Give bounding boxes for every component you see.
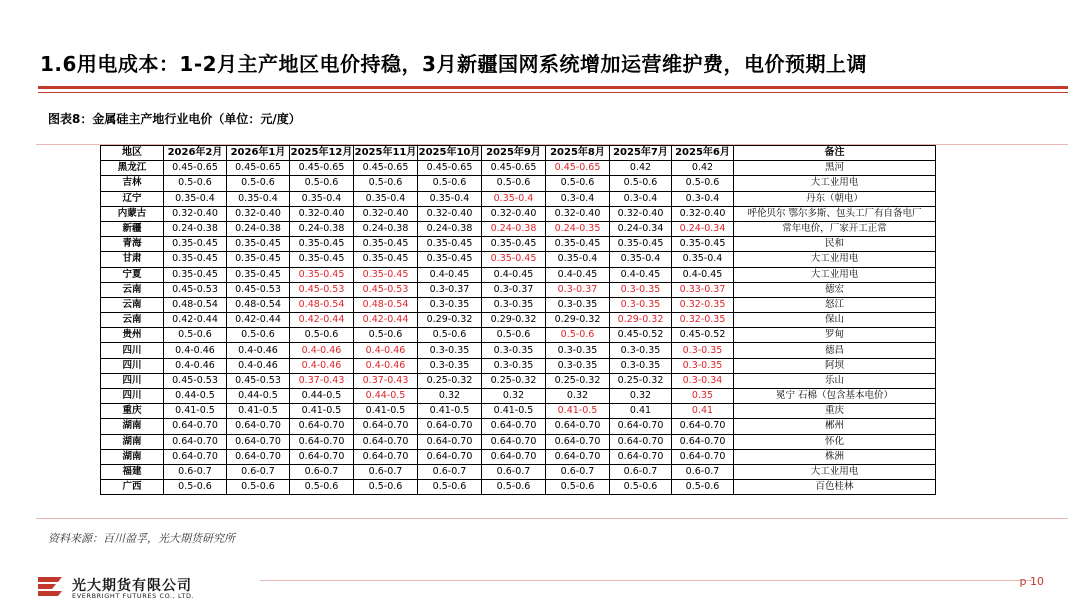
price-cell: 0.3-0.35 <box>546 343 610 358</box>
price-cell: 0.3-0.37 <box>482 282 546 297</box>
table-row <box>101 404 936 419</box>
region-cell: 宁夏 <box>101 267 164 282</box>
price-cell: 0.64-0.70 <box>290 434 354 449</box>
price-cell: 0.64-0.70 <box>546 419 610 434</box>
region-cell: 贵州 <box>101 328 164 343</box>
price-cell: 0.35-0.45 <box>482 252 546 267</box>
price-cell: 0.5-0.6 <box>290 480 354 495</box>
price-cell: 0.32-0.40 <box>482 206 546 221</box>
price-cell: 0.41 <box>672 404 734 419</box>
note-cell: 怒江 <box>734 297 936 312</box>
price-cell: 0.24-0.38 <box>290 221 354 236</box>
region-cell: 吉林 <box>101 176 164 191</box>
price-cell: 0.3-0.35 <box>610 343 672 358</box>
price-cell: 0.35-0.45 <box>290 237 354 252</box>
price-cell: 0.35-0.45 <box>482 237 546 252</box>
price-cell: 0.64-0.70 <box>164 434 227 449</box>
price-cell: 0.5-0.6 <box>290 328 354 343</box>
note-cell: 呼伦贝尔 鄂尔多斯、包头工厂有自备电厂 <box>734 206 936 221</box>
column-header: 2025年10月 <box>418 146 482 161</box>
price-cell: 0.42-0.44 <box>164 313 227 328</box>
price-cell: 0.24-0.38 <box>418 221 482 236</box>
price-cell: 0.29-0.32 <box>546 313 610 328</box>
price-cell: 0.45-0.53 <box>164 373 227 388</box>
price-cell: 0.32-0.35 <box>672 313 734 328</box>
column-header: 2025年7月 <box>610 146 672 161</box>
price-cell: 0.41-0.5 <box>482 404 546 419</box>
price-cell: 0.41-0.5 <box>418 404 482 419</box>
column-header: 2025年11月 <box>354 146 418 161</box>
price-cell: 0.35-0.45 <box>164 237 227 252</box>
price-cell: 0.3-0.35 <box>546 297 610 312</box>
price-cell: 0.35-0.45 <box>227 267 290 282</box>
table-row <box>101 161 936 176</box>
note-cell: 乐山 <box>734 373 936 388</box>
price-cell: 0.4-0.46 <box>290 343 354 358</box>
price-cell: 0.4-0.46 <box>164 343 227 358</box>
price-cell: 0.5-0.6 <box>290 176 354 191</box>
column-header: 地区 <box>101 146 164 161</box>
price-cell: 0.32 <box>418 389 482 404</box>
region-cell: 黑龙江 <box>101 161 164 176</box>
price-cell: 0.3-0.35 <box>482 358 546 373</box>
price-cell: 0.3-0.35 <box>546 358 610 373</box>
table-bottom-divider <box>36 518 1068 519</box>
table-row <box>101 373 936 388</box>
price-cell: 0.48-0.54 <box>354 297 418 312</box>
price-cell: 0.35-0.45 <box>546 237 610 252</box>
price-cell: 0.35-0.4 <box>482 191 546 206</box>
table-row <box>101 297 936 312</box>
price-cell: 0.64-0.70 <box>482 419 546 434</box>
price-cell: 0.3-0.4 <box>672 191 734 206</box>
price-cell: 0.45-0.65 <box>227 161 290 176</box>
price-cell: 0.6-0.7 <box>610 464 672 479</box>
price-cell: 0.3-0.4 <box>610 191 672 206</box>
price-cell: 0.45-0.65 <box>546 161 610 176</box>
price-cell: 0.29-0.32 <box>418 313 482 328</box>
price-cell: 0.45-0.65 <box>418 161 482 176</box>
price-cell: 0.24-0.34 <box>610 221 672 236</box>
note-cell: 黑河 <box>734 161 936 176</box>
table-row <box>101 480 936 495</box>
price-cell: 0.5-0.6 <box>354 480 418 495</box>
price-cell: 0.3-0.35 <box>610 282 672 297</box>
price-cell: 0.6-0.7 <box>164 464 227 479</box>
price-cell: 0.5-0.6 <box>354 328 418 343</box>
note-cell: 大工业用电 <box>734 464 936 479</box>
price-cell: 0.64-0.70 <box>672 419 734 434</box>
price-cell: 0.41 <box>610 404 672 419</box>
price-cell: 0.48-0.54 <box>164 297 227 312</box>
price-cell: 0.5-0.6 <box>672 480 734 495</box>
price-cell: 0.32 <box>610 389 672 404</box>
price-cell: 0.5-0.6 <box>482 176 546 191</box>
price-cell: 0.4-0.46 <box>354 343 418 358</box>
column-header: 2026年1月 <box>227 146 290 161</box>
price-cell: 0.4-0.46 <box>227 358 290 373</box>
price-cell: 0.37-0.43 <box>290 373 354 388</box>
note-cell: 阿坝 <box>734 358 936 373</box>
note-cell: 常年电价，厂家开工正常 <box>734 221 936 236</box>
price-cell: 0.5-0.6 <box>418 328 482 343</box>
price-cell: 0.64-0.70 <box>482 449 546 464</box>
price-cell: 0.3-0.35 <box>418 343 482 358</box>
price-cell: 0.29-0.32 <box>610 313 672 328</box>
note-cell: 怀化 <box>734 434 936 449</box>
price-cell: 0.35-0.45 <box>610 237 672 252</box>
table-row <box>101 221 936 236</box>
price-cell: 0.45-0.65 <box>290 161 354 176</box>
price-cell: 0.42-0.44 <box>227 313 290 328</box>
price-cell: 0.4-0.45 <box>546 267 610 282</box>
price-cell: 0.35 <box>672 389 734 404</box>
price-cell: 0.4-0.45 <box>482 267 546 282</box>
price-cell: 0.5-0.6 <box>227 176 290 191</box>
region-cell: 湖南 <box>101 434 164 449</box>
price-cell: 0.35-0.45 <box>164 267 227 282</box>
price-cell: 0.3-0.37 <box>418 282 482 297</box>
price-cell: 0.5-0.6 <box>672 176 734 191</box>
region-cell: 四川 <box>101 358 164 373</box>
price-cell: 0.35-0.45 <box>418 237 482 252</box>
price-cell: 0.64-0.70 <box>164 449 227 464</box>
price-cell: 0.41-0.5 <box>227 404 290 419</box>
region-cell: 重庆 <box>101 404 164 419</box>
price-cell: 0.64-0.70 <box>610 434 672 449</box>
price-cell: 0.3-0.35 <box>482 297 546 312</box>
price-cell: 0.64-0.70 <box>418 419 482 434</box>
price-cell: 0.5-0.6 <box>546 328 610 343</box>
price-cell: 0.45-0.52 <box>610 328 672 343</box>
price-cell: 0.64-0.70 <box>290 419 354 434</box>
region-cell: 辽宁 <box>101 191 164 206</box>
price-cell: 0.3-0.37 <box>546 282 610 297</box>
price-cell: 0.6-0.7 <box>354 464 418 479</box>
price-cell: 0.64-0.70 <box>546 449 610 464</box>
region-cell: 广西 <box>101 480 164 495</box>
title-divider <box>38 86 1068 89</box>
price-cell: 0.6-0.7 <box>290 464 354 479</box>
price-cell: 0.35-0.45 <box>354 237 418 252</box>
price-cell: 0.3-0.35 <box>482 343 546 358</box>
price-cell: 0.5-0.6 <box>482 480 546 495</box>
price-cell: 0.35-0.45 <box>164 252 227 267</box>
source-note: 资料来源：百川盈孚，光大期货研究所 <box>48 532 235 545</box>
price-cell: 0.35-0.4 <box>164 191 227 206</box>
region-cell: 云南 <box>101 313 164 328</box>
price-cell: 0.64-0.70 <box>227 419 290 434</box>
price-cell: 0.4-0.45 <box>610 267 672 282</box>
region-cell: 内蒙古 <box>101 206 164 221</box>
table-row <box>101 206 936 221</box>
price-cell: 0.41-0.5 <box>164 404 227 419</box>
price-cell: 0.64-0.70 <box>418 434 482 449</box>
price-cell: 0.64-0.70 <box>672 434 734 449</box>
price-cell: 0.45-0.65 <box>164 161 227 176</box>
price-cell: 0.5-0.6 <box>546 480 610 495</box>
region-cell: 福建 <box>101 464 164 479</box>
region-cell: 甘肃 <box>101 252 164 267</box>
region-cell: 四川 <box>101 343 164 358</box>
table-row <box>101 328 936 343</box>
price-cell: 0.64-0.70 <box>482 434 546 449</box>
price-cell: 0.3-0.35 <box>610 358 672 373</box>
table-caption: 图表8：金属硅主产地行业电价（单位：元/度） <box>48 112 301 126</box>
column-header: 2025年6月 <box>672 146 734 161</box>
region-cell: 四川 <box>101 389 164 404</box>
table-row <box>101 464 936 479</box>
price-cell: 0.35-0.45 <box>290 267 354 282</box>
price-cell: 0.45-0.65 <box>482 161 546 176</box>
table-row <box>101 343 936 358</box>
price-cell: 0.64-0.70 <box>227 449 290 464</box>
price-cell: 0.25-0.32 <box>482 373 546 388</box>
price-cell: 0.32-0.35 <box>672 297 734 312</box>
column-header: 2025年12月 <box>290 146 354 161</box>
price-cell: 0.35-0.45 <box>354 267 418 282</box>
price-cell: 0.41-0.5 <box>290 404 354 419</box>
price-cell: 0.41-0.5 <box>546 404 610 419</box>
price-cell: 0.24-0.34 <box>672 221 734 236</box>
price-cell: 0.45-0.52 <box>672 328 734 343</box>
price-cell: 0.35-0.45 <box>227 237 290 252</box>
note-cell: 德昌 <box>734 343 936 358</box>
price-cell: 0.6-0.7 <box>418 464 482 479</box>
price-cell: 0.48-0.54 <box>227 297 290 312</box>
table-row <box>101 313 936 328</box>
note-cell: 丹东（朝电） <box>734 191 936 206</box>
price-cell: 0.32-0.40 <box>418 206 482 221</box>
price-cell: 0.42-0.44 <box>290 313 354 328</box>
table-row <box>101 267 936 282</box>
price-cell: 0.6-0.7 <box>672 464 734 479</box>
slide-title: 1.6用电成本：1-2月主产地区电价持稳，3月新疆国网系统增加运营维护费，电价预期上调 <box>40 52 867 76</box>
table-row <box>101 237 936 252</box>
price-cell: 0.32 <box>546 389 610 404</box>
price-cell: 0.3-0.35 <box>672 343 734 358</box>
price-cell: 0.35-0.4 <box>610 252 672 267</box>
price-cell: 0.41-0.5 <box>354 404 418 419</box>
price-cell: 0.3-0.35 <box>418 297 482 312</box>
price-cell: 0.5-0.6 <box>354 176 418 191</box>
note-cell: 保山 <box>734 313 936 328</box>
price-cell: 0.29-0.32 <box>482 313 546 328</box>
footer-divider <box>260 580 1032 581</box>
note-cell: 大工业用电 <box>734 252 936 267</box>
column-header: 2025年8月 <box>546 146 610 161</box>
logo-english-name: EVERBRIGHT FUTURES CO., LTD. <box>72 592 195 600</box>
price-cell: 0.6-0.7 <box>227 464 290 479</box>
price-cell: 0.42 <box>672 161 734 176</box>
table-row <box>101 252 936 267</box>
table-row <box>101 282 936 297</box>
price-cell: 0.45-0.53 <box>354 282 418 297</box>
note-cell: 民和 <box>734 237 936 252</box>
table-row <box>101 358 936 373</box>
price-cell: 0.35-0.4 <box>672 252 734 267</box>
price-cell: 0.42-0.44 <box>354 313 418 328</box>
price-cell: 0.5-0.6 <box>610 176 672 191</box>
price-cell: 0.64-0.70 <box>354 434 418 449</box>
price-cell: 0.4-0.46 <box>164 358 227 373</box>
price-cell: 0.35-0.45 <box>672 237 734 252</box>
price-cell: 0.3-0.35 <box>418 358 482 373</box>
price-cell: 0.6-0.7 <box>482 464 546 479</box>
price-cell: 0.4-0.46 <box>354 358 418 373</box>
column-header: 2026年2月 <box>164 146 227 161</box>
price-cell: 0.42 <box>610 161 672 176</box>
price-cell: 0.4-0.46 <box>227 343 290 358</box>
region-cell: 四川 <box>101 373 164 388</box>
price-cell: 0.35-0.45 <box>354 252 418 267</box>
price-cell: 0.5-0.6 <box>164 176 227 191</box>
table-row <box>101 191 936 206</box>
note-cell: 罗甸 <box>734 328 936 343</box>
price-cell: 0.3-0.35 <box>610 297 672 312</box>
column-header: 2025年9月 <box>482 146 546 161</box>
price-cell: 0.6-0.7 <box>546 464 610 479</box>
region-cell: 青海 <box>101 237 164 252</box>
price-cell: 0.3-0.4 <box>546 191 610 206</box>
price-cell: 0.32-0.40 <box>672 206 734 221</box>
region-cell: 湖南 <box>101 449 164 464</box>
note-cell: 百色桂林 <box>734 480 936 495</box>
price-cell: 0.5-0.6 <box>418 480 482 495</box>
price-cell: 0.32-0.40 <box>610 206 672 221</box>
price-cell: 0.44-0.5 <box>164 389 227 404</box>
price-cell: 0.3-0.35 <box>672 358 734 373</box>
price-cell: 0.5-0.6 <box>482 328 546 343</box>
price-cell: 0.32-0.40 <box>290 206 354 221</box>
price-cell: 0.44-0.5 <box>354 389 418 404</box>
price-cell: 0.35-0.45 <box>290 252 354 267</box>
price-cell: 0.64-0.70 <box>354 449 418 464</box>
table-row <box>101 389 936 404</box>
note-cell: 大工业用电 <box>734 176 936 191</box>
table-header-row <box>101 146 936 161</box>
price-cell: 0.25-0.32 <box>418 373 482 388</box>
note-cell: 冕宁 石棉（包含基本电价） <box>734 389 936 404</box>
price-cell: 0.5-0.6 <box>610 480 672 495</box>
price-cell: 0.4-0.45 <box>418 267 482 282</box>
price-cell: 0.35-0.4 <box>546 252 610 267</box>
price-cell: 0.5-0.6 <box>164 480 227 495</box>
price-cell: 0.32-0.40 <box>227 206 290 221</box>
note-cell: 株洲 <box>734 449 936 464</box>
note-cell: 大工业用电 <box>734 267 936 282</box>
price-cell: 0.24-0.38 <box>164 221 227 236</box>
price-cell: 0.5-0.6 <box>227 328 290 343</box>
price-cell: 0.32-0.40 <box>354 206 418 221</box>
price-cell: 0.32 <box>482 389 546 404</box>
price-cell: 0.33-0.37 <box>672 282 734 297</box>
price-cell: 0.35-0.45 <box>418 252 482 267</box>
page-number: p 10 <box>1019 575 1044 588</box>
price-cell: 0.64-0.70 <box>164 419 227 434</box>
price-cell: 0.45-0.65 <box>354 161 418 176</box>
price-cell: 0.44-0.5 <box>227 389 290 404</box>
price-cell: 0.48-0.54 <box>290 297 354 312</box>
note-cell: 郴州 <box>734 419 936 434</box>
price-cell: 0.45-0.53 <box>227 373 290 388</box>
price-cell: 0.4-0.46 <box>290 358 354 373</box>
price-cell: 0.25-0.32 <box>610 373 672 388</box>
price-cell: 0.64-0.70 <box>418 449 482 464</box>
price-cell: 0.32-0.40 <box>546 206 610 221</box>
price-cell: 0.45-0.53 <box>290 282 354 297</box>
region-cell: 云南 <box>101 282 164 297</box>
electricity-price-table <box>100 145 936 495</box>
price-cell: 0.24-0.38 <box>227 221 290 236</box>
price-cell: 0.35-0.4 <box>227 191 290 206</box>
price-cell: 0.25-0.32 <box>546 373 610 388</box>
price-cell: 0.5-0.6 <box>546 176 610 191</box>
table-row <box>101 449 936 464</box>
price-cell: 0.5-0.6 <box>164 328 227 343</box>
price-cell: 0.64-0.70 <box>546 434 610 449</box>
column-header: 备注 <box>734 146 936 161</box>
price-cell: 0.37-0.43 <box>354 373 418 388</box>
price-cell: 0.5-0.6 <box>227 480 290 495</box>
price-cell: 0.45-0.53 <box>164 282 227 297</box>
price-cell: 0.3-0.34 <box>672 373 734 388</box>
price-cell: 0.45-0.53 <box>227 282 290 297</box>
price-cell: 0.35-0.45 <box>227 252 290 267</box>
price-cell: 0.5-0.6 <box>418 176 482 191</box>
region-cell: 云南 <box>101 297 164 312</box>
price-cell: 0.64-0.70 <box>610 419 672 434</box>
price-cell: 0.64-0.70 <box>227 434 290 449</box>
price-cell: 0.24-0.35 <box>546 221 610 236</box>
price-cell: 0.35-0.4 <box>418 191 482 206</box>
region-cell: 湖南 <box>101 419 164 434</box>
price-cell: 0.32-0.40 <box>164 206 227 221</box>
price-cell: 0.4-0.45 <box>672 267 734 282</box>
price-cell: 0.64-0.70 <box>290 449 354 464</box>
price-cell: 0.64-0.70 <box>354 419 418 434</box>
note-cell: 德宏 <box>734 282 936 297</box>
title-divider-thin <box>38 92 1068 93</box>
everbright-logo-icon <box>36 573 66 601</box>
table-row <box>101 434 936 449</box>
price-cell: 0.64-0.70 <box>610 449 672 464</box>
price-cell: 0.24-0.38 <box>482 221 546 236</box>
table-row <box>101 419 936 434</box>
logo-chinese-name: 光大期货有限公司 <box>72 578 192 594</box>
price-cell: 0.44-0.5 <box>290 389 354 404</box>
region-cell: 新疆 <box>101 221 164 236</box>
price-cell: 0.64-0.70 <box>672 449 734 464</box>
note-cell: 重庆 <box>734 404 936 419</box>
price-cell: 0.35-0.4 <box>290 191 354 206</box>
price-cell: 0.24-0.38 <box>354 221 418 236</box>
table-row <box>101 176 936 191</box>
price-cell: 0.35-0.4 <box>354 191 418 206</box>
